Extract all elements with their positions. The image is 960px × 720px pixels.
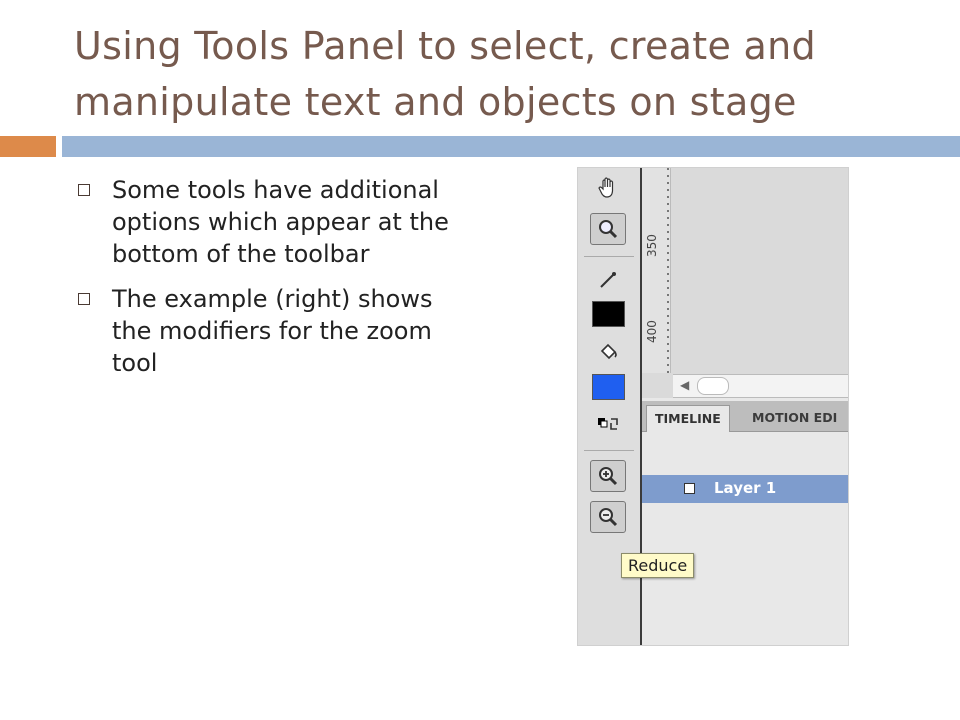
stroke-color-swatch[interactable] bbox=[592, 301, 625, 327]
panel-tabs bbox=[642, 401, 849, 432]
bullet-text: Some tools have additional options which appear at the bottom of the toolbar bbox=[112, 176, 449, 268]
tab-timeline[interactable]: TIMELINE bbox=[646, 405, 730, 432]
zoom-tool-icon[interactable] bbox=[590, 213, 626, 245]
swap-colors-icon[interactable] bbox=[590, 408, 626, 440]
ruler-label: 400 bbox=[645, 320, 659, 343]
enlarge-icon[interactable] bbox=[590, 460, 626, 492]
title-accent-blue bbox=[62, 136, 960, 157]
layer-name: Layer 1 bbox=[714, 479, 777, 497]
vertical-ruler bbox=[642, 168, 671, 373]
bullet-text: The example (right) shows the modifiers for the zoom tool bbox=[112, 285, 433, 377]
tab-motion-editor[interactable]: MOTION EDI bbox=[752, 410, 838, 425]
bullet-item bbox=[78, 283, 473, 379]
square-bullet-icon bbox=[78, 293, 90, 305]
bullet-list bbox=[78, 174, 473, 392]
hand-tool-icon[interactable] bbox=[590, 172, 626, 204]
paint-bucket-icon[interactable] bbox=[590, 336, 626, 368]
scroll-thumb[interactable] bbox=[697, 377, 729, 395]
horizontal-scrollbar[interactable] bbox=[673, 374, 849, 398]
ruler-label: 350 bbox=[645, 234, 659, 257]
stage-area bbox=[642, 168, 849, 398]
reduce-tooltip: Reduce bbox=[621, 553, 694, 578]
separator bbox=[584, 256, 634, 257]
layer-row[interactable] bbox=[642, 475, 849, 503]
layer-icon bbox=[684, 483, 695, 494]
title-accent-orange bbox=[0, 136, 56, 157]
separator bbox=[584, 450, 634, 451]
fill-color-swatch[interactable] bbox=[592, 374, 625, 400]
slide-title: Using Tools Panel to select, create and manipulate text and objects on stage bbox=[74, 24, 816, 124]
square-bullet-icon bbox=[78, 184, 90, 196]
flash-tools-screenshot bbox=[577, 167, 849, 646]
eyedropper-tool-icon[interactable] bbox=[590, 264, 626, 296]
reduce-icon[interactable] bbox=[590, 501, 626, 533]
scroll-left-arrow-icon[interactable]: ◀ bbox=[680, 378, 690, 392]
ruler-ticks bbox=[667, 168, 669, 373]
bullet-item bbox=[78, 174, 473, 270]
